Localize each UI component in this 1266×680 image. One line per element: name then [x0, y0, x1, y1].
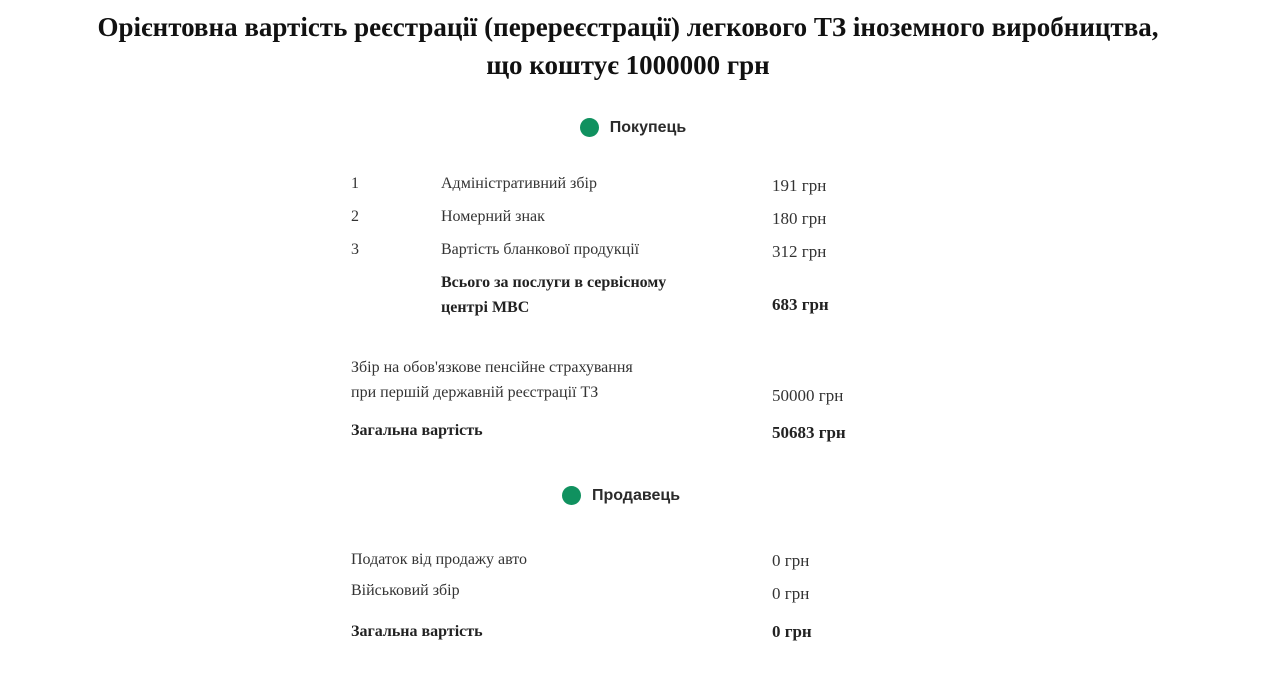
pension-label-line-2: при першій державній реєстрації ТЗ	[351, 384, 599, 401]
seller-heading: Продавець	[591, 486, 681, 504]
seller-total-label: Загальна вартість	[351, 623, 483, 640]
row-value-sale-tax: 0 грн	[772, 551, 810, 570]
buyer-total-value: 50683 грн	[772, 423, 846, 442]
row-label-military-levy: Військовий збір	[351, 582, 460, 599]
pension-label-line-1: Збір на обов'язкове пенсійне страхування	[351, 359, 633, 376]
buyer-heading: Покупець	[609, 118, 687, 136]
seller-section-header	[0, 486, 1254, 505]
row-number: 3	[351, 241, 359, 258]
row-label-sale-tax: Податок від продажу авто	[351, 551, 528, 568]
buyer-total-label: Загальна вартість	[351, 422, 483, 439]
row-label-license-plate: Номерний знак	[441, 208, 545, 225]
page-title-line-2: що коштує 1000000 грн	[486, 50, 770, 80]
subtotal-label-line-1: Всього за послуги в сервісному	[441, 274, 667, 291]
seller-total-value: 0 грн	[772, 622, 812, 641]
row-label-admin-fee: Адміністративний збір	[441, 175, 597, 192]
buyer-section-header	[0, 118, 1266, 137]
row-number: 1	[351, 175, 359, 192]
page-title	[0, 8, 1256, 84]
pension-value: 50000 грн	[772, 386, 844, 405]
page-title-line-1: Орієнтовна вартість реєстрації (перереєстрації) легкового ТЗ іноземного виробництва,	[97, 12, 1159, 42]
row-label-form-products: Вартість бланкової продукції	[441, 241, 640, 258]
row-number: 2	[351, 208, 359, 225]
row-value-form-products: 312 грн	[772, 242, 827, 261]
row-value-military-levy: 0 грн	[772, 584, 810, 603]
green-dot-icon	[562, 486, 581, 505]
row-value-license-plate: 180 грн	[772, 209, 827, 228]
subtotal-value: 683 грн	[772, 295, 829, 314]
row-value-admin-fee: 191 грн	[772, 176, 827, 195]
subtotal-label-line-2: центрі МВС	[441, 299, 530, 316]
green-dot-icon	[580, 118, 599, 137]
